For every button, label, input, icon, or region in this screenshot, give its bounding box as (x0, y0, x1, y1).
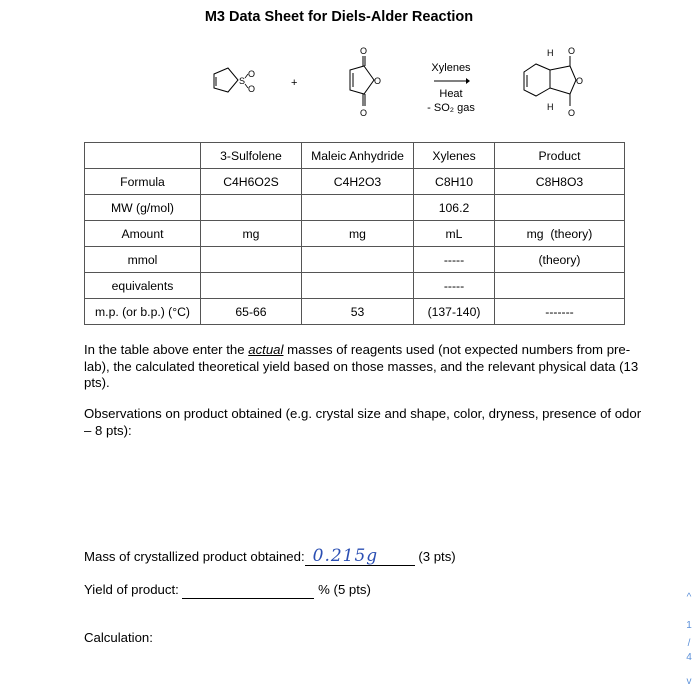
svg-text:H: H (547, 48, 554, 58)
page-up-icon[interactable]: ^ (686, 592, 692, 603)
emphasis-actual: actual (248, 342, 284, 357)
yield-input[interactable] (182, 584, 314, 599)
yield-suffix: % (5 pts) (318, 582, 371, 597)
table-cell[interactable]: C8H8O3 (495, 169, 625, 195)
row-label: MW (g/mol) (85, 195, 201, 221)
reaction-conditions (410, 62, 492, 114)
condition-gas: - SO₂ gas (427, 102, 475, 114)
table-cell[interactable]: C4H6O2S (201, 169, 302, 195)
svg-text:O: O (568, 46, 576, 56)
reaction-arrow (434, 77, 470, 85)
table-row (85, 299, 625, 325)
table-cell[interactable] (302, 195, 414, 221)
svg-text:O: O (248, 84, 256, 94)
table-row (85, 169, 625, 195)
table-cell[interactable] (302, 247, 414, 273)
data-table (84, 142, 625, 325)
mass-handwritten-value: 0.215g (312, 546, 379, 566)
row-label: equivalents (85, 273, 201, 299)
table-cell[interactable] (302, 273, 414, 299)
mass-points: (3 pts) (418, 549, 456, 564)
svg-text:O: O (576, 76, 584, 86)
mass-input[interactable] (305, 546, 415, 566)
table-cell: 53 (302, 299, 414, 325)
table-header: 3-Sulfolene (201, 143, 302, 169)
svg-text:H: H (547, 102, 554, 112)
page-title: M3 Data Sheet for Diels-Alder Reaction (204, 9, 474, 25)
sulfolene-structure (206, 62, 266, 102)
page-total: 4 (686, 652, 692, 663)
row-label: Amount (85, 221, 201, 247)
table-row (85, 221, 625, 247)
table-cell: (137-140) (414, 299, 495, 325)
sulfur-label: S (239, 76, 246, 86)
mass-line (84, 546, 644, 566)
table-cell[interactable]: C4H2O3 (302, 169, 414, 195)
svg-text:O: O (360, 108, 368, 118)
table-header (85, 143, 201, 169)
page-current: 1 (686, 620, 692, 631)
row-label: m.p. (or b.p.) (°C) (85, 299, 201, 325)
plus-sign: + (291, 77, 298, 89)
table-cell[interactable]: mg (201, 221, 302, 247)
table-row (85, 247, 625, 273)
table-cell[interactable]: (theory) (495, 247, 625, 273)
table-cell[interactable] (495, 273, 625, 299)
table-row (85, 273, 625, 299)
table-cell[interactable]: 106.2 (414, 195, 495, 221)
table-cell: ------- (495, 299, 625, 325)
table-header-row (85, 143, 625, 169)
table-cell[interactable] (201, 273, 302, 299)
table-cell[interactable]: C8H10 (414, 169, 495, 195)
table-cell[interactable] (201, 195, 302, 221)
product-structure (516, 44, 586, 120)
row-label: mmol (85, 247, 201, 273)
condition-heat: Heat (439, 88, 463, 100)
table-header: Product (495, 143, 625, 169)
svg-text:O: O (374, 76, 382, 86)
yield-line (84, 582, 644, 599)
table-row (85, 195, 625, 221)
instructions-text: In the table above enter the actual masses of reagents used (not expected numbers from pre-lab), the calculated theoretical yield based on those masses, and the relevant physical data (13 pts). (84, 342, 639, 390)
row-label: Formula (85, 169, 201, 195)
table-cell[interactable] (495, 195, 625, 221)
table-header: Xylenes (414, 143, 495, 169)
table-cell[interactable] (201, 247, 302, 273)
table-header: Maleic Anhydride (302, 143, 414, 169)
mass-label: Mass of crystallized product obtained: (84, 549, 305, 564)
page-separator: / (687, 638, 691, 649)
yield-label: Yield of product: (84, 582, 179, 597)
svg-text:O: O (360, 46, 368, 56)
observations-prompt: Observations on product obtained (e.g. crystal size and shape, color, dryness, presence of odor – 8 pts): (84, 406, 642, 438)
table-cell: ----- (414, 273, 495, 299)
table-cell: 65-66 (201, 299, 302, 325)
table-cell[interactable]: mL (414, 221, 495, 247)
viewer-sidebar (678, 0, 700, 700)
maleic-anhydride-structure (336, 44, 386, 120)
calculation-label: Calculation: (84, 630, 153, 645)
page-down-icon[interactable]: v (686, 676, 692, 687)
table-cell: ----- (414, 247, 495, 273)
svg-text:O: O (248, 69, 256, 79)
svg-text:O: O (568, 108, 576, 118)
table-cell[interactable]: mg (theory) (495, 221, 625, 247)
condition-solvent: Xylenes (431, 62, 471, 74)
table-cell[interactable]: mg (302, 221, 414, 247)
